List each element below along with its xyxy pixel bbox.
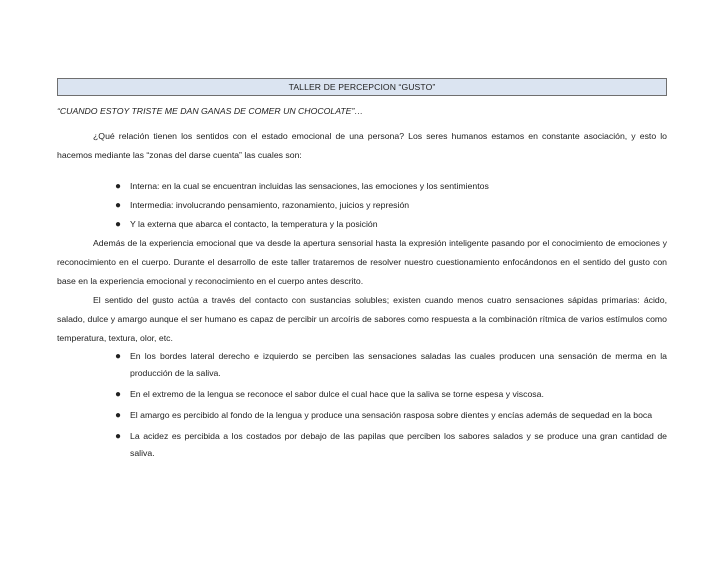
paragraph-taste: El sentido del gusto actúa a través del contacto con sustancias solubles; existen cuando menos cuatro sensaciones sápidas primarias: ácido, salado, dulce y amargo aunque el ser humano es capaz de percibir un arcoíris de sabores como respuesta a la combinación rítmica de varios estímulos como temperatura, textura, olor, etc. (57, 295, 667, 343)
list-item: ● El amargo es percibido al fondo de la lengua y produce una sensación rasposa sobre dientes y encías además de sequedad en la boca (57, 407, 667, 428)
bullet-icon: ● (115, 431, 122, 442)
tastes-list (57, 348, 667, 462)
list-item: ● Intermedia: involucrando pensamiento, razonamiento, juicios y represión (57, 196, 667, 215)
list-item: ● La acidez es percibida a los costados por debajo de las papilas que perciben los sabores salados y se produce una gran cantidad de saliva. (57, 428, 667, 462)
bullet-icon: ● (115, 389, 122, 400)
bullet-icon: ● (115, 351, 122, 362)
list-item: ● En el extremo de la lengua se reconoce el sabor dulce el cual hace que la saliva se torne espesa y viscosa. (57, 386, 667, 407)
bullet-icon: ● (115, 181, 122, 192)
document-body (57, 102, 667, 462)
spacer (57, 165, 667, 177)
document-title: TALLER DE PERCEPCION “GUSTO” (57, 78, 667, 96)
list-item: ● Y la externa que abarca el contacto, la temperatura y la posición (57, 215, 667, 234)
paragraph-emotion: Además de la experiencia emocional que va desde la apertura sensorial hasta la expresión inteligente pasando por el conocimiento de emociones y reconocimiento en el cuerpo. Durante el desarrollo de este taller trataremos de resolver nuestro cuestionamiento enfocándonos en el sentido del gusto con base en la experiencia emocional y reconocimiento en el cuerpo antes descrito. (57, 238, 667, 286)
bullet-icon: ● (115, 410, 122, 421)
intro-paragraph: ¿Qué relación tienen los sentidos con el estado emocional de una persona? Los seres humanos estamos en constante asociación, y esto lo hacemos mediante las “zonas del darse cuenta” las cuales son: (57, 131, 667, 160)
list-item: ● En los bordes lateral derecho e izquierdo se perciben las sensaciones saladas las cuales producen una sensación de merma en la producción de la saliva. (57, 348, 667, 386)
bullet-icon: ● (115, 219, 122, 230)
zones-list (57, 177, 667, 234)
list-item: ● Interna: en la cual se encuentran incluidas las sensaciones, las emociones y los sentimientos (57, 177, 667, 196)
quote-line: “CUANDO ESTOY TRISTE ME DAN GANAS DE COMER UN CHOCOLATE”… (57, 106, 364, 116)
bullet-icon: ● (115, 200, 122, 211)
